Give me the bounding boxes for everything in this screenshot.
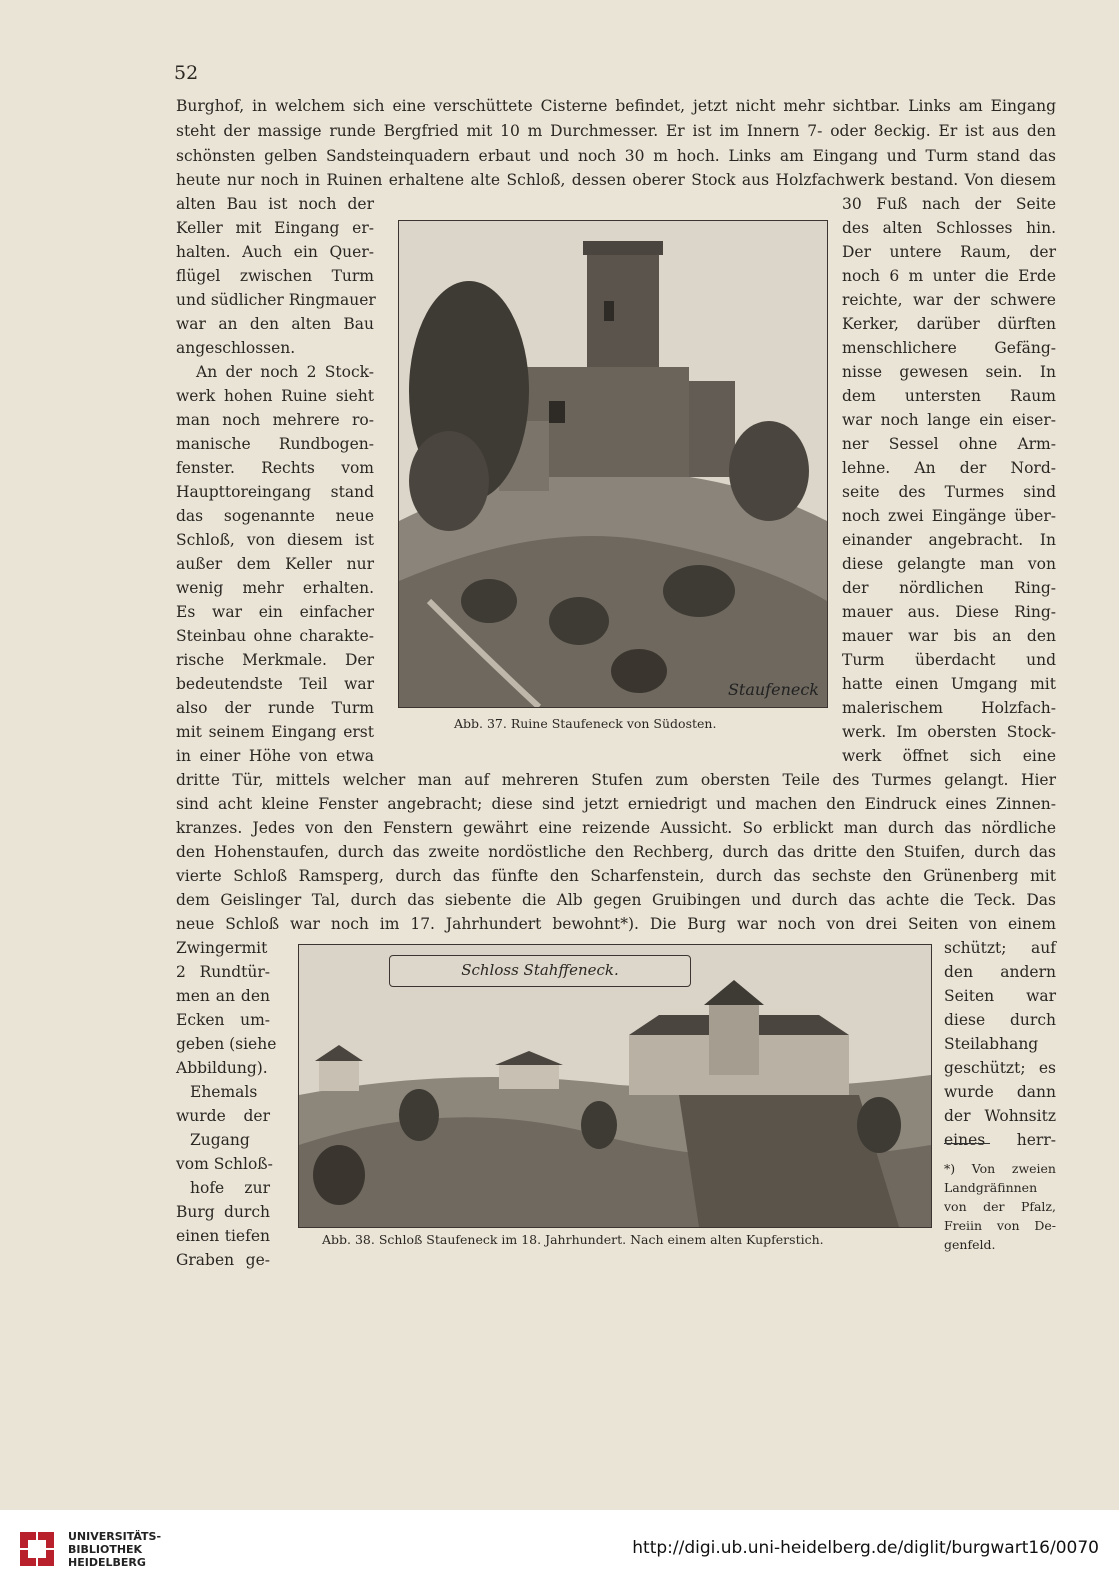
right-col-line: des alten Schlosses hin. xyxy=(842,219,1056,237)
left-col-line: also der runde Turm xyxy=(176,699,374,717)
left-col-line: mit seinem Eingang erst xyxy=(176,723,374,741)
right-col2-line: der Wohnsitz xyxy=(944,1107,1056,1125)
text-line: dem Geislinger Tal, durch das siebente die Alb gegen Gruibingen und durch das achte die Teck. Das xyxy=(176,891,1056,909)
right-col-line: mauer war bis an den xyxy=(842,627,1056,645)
right-col-line: diese gelangte man von xyxy=(842,555,1056,573)
left-col-line: fenster. Rechts vom xyxy=(176,459,374,477)
left-col-line: und südlicher Ringmauer xyxy=(176,291,376,309)
right-col-line: war noch lange ein eiser- xyxy=(842,411,1056,429)
left-col2-line: 2 Rundtür- xyxy=(176,963,270,981)
left-col-line: angeschlossen. xyxy=(176,339,296,357)
left-col-line: werk hohen Ruine sieht xyxy=(176,387,374,405)
left-col-line: wenig mehr erhalten. xyxy=(176,579,374,597)
left-col2-line: Ehemals xyxy=(190,1083,258,1101)
page-number: 52 xyxy=(174,62,199,84)
text-line: den Hohenstaufen, durch das zweite nordöstliche den Rechberg, durch das dritte den Stuifen, durch das xyxy=(176,843,1056,861)
engraving-signature: Staufeneck xyxy=(727,680,819,699)
right-col2-line: geschützt; es xyxy=(944,1059,1056,1077)
left-col-line: rische Merkmale. Der xyxy=(176,651,374,669)
left-col2-line: wurde der xyxy=(176,1107,270,1125)
left-col2-line: Zugang xyxy=(190,1131,250,1149)
left-col2-line: Ecken um- xyxy=(176,1011,270,1029)
figure-ruin-engraving xyxy=(398,220,828,708)
right-col-line: 30 Fuß nach der Seite xyxy=(842,195,1056,213)
left-col-line: man noch mehrere ro- xyxy=(176,411,374,429)
institution-line: UNIVERSITÄTS- xyxy=(68,1530,162,1543)
right-col-line: Der untere Raum, der xyxy=(842,243,1056,261)
footnote-line: genfeld. xyxy=(944,1237,996,1252)
left-col-line: Schloß, von diesem ist xyxy=(176,531,374,549)
right-col-line: ner Sessel ohne Arm- xyxy=(842,435,1056,453)
figure-38-caption: Abb. 38. Schloß Staufeneck im 18. Jahrhundert. Nach einem alten Kupferstich. xyxy=(322,1232,824,1247)
right-col-line: dem untersten Raum xyxy=(842,387,1056,405)
source-url-link[interactable]: http://digi.ub.uni-heidelberg.de/diglit/burgwart16/0070 xyxy=(632,1538,1099,1558)
right-col-line: werk öffnet sich eine xyxy=(842,747,1056,765)
ruin-illustration xyxy=(399,221,827,707)
institution-name xyxy=(68,1530,161,1569)
left-col2-line: Zwingermit xyxy=(176,939,268,957)
left-col2-line: Abbildung). xyxy=(176,1059,268,1077)
left-col-line: Haupttoreingang stand xyxy=(176,483,374,501)
institution-line: HEIDELBERG xyxy=(68,1556,146,1569)
right-col2-line: den andern xyxy=(944,963,1056,981)
right-col-line: der nördlichen Ring- xyxy=(842,579,1056,597)
left-col-line: alten Bau ist noch der xyxy=(176,195,374,213)
right-col2-line: Seiten war xyxy=(944,987,1056,1005)
left-col2-line: einen tiefen xyxy=(176,1227,270,1245)
left-col-line: Es war ein einfacher xyxy=(176,603,374,621)
text-line: Burghof, in welchem sich eine verschüttete Cisterne befindet, jetzt nicht mehr sichtbar. Links am Eingang xyxy=(176,97,1056,115)
right-col-line: noch 6 m unter die Erde xyxy=(842,267,1056,285)
engraving-banner: Schloss Stahffeneck. xyxy=(389,955,691,987)
text-line: dritte Tür, mittels welcher man auf mehreren Stufen zum obersten Teile des Turmes gelangt. Hier xyxy=(176,771,1056,789)
right-col-line: mauer aus. Diese Ring- xyxy=(842,603,1056,621)
footnote-line: Freiin von De- xyxy=(944,1218,1056,1233)
text-line: neue Schloß war noch im 17. Jahrhundert bewohnt*). Die Burg war noch von drei Seiten von einem xyxy=(176,915,1056,933)
right-col-line: werk. Im obersten Stock- xyxy=(842,723,1056,741)
figure-castle-engraving xyxy=(298,944,932,1228)
left-col2-line: Graben ge- xyxy=(176,1251,270,1269)
right-col-line: reichte, war der schwere xyxy=(842,291,1056,309)
university-logo-icon xyxy=(16,1528,58,1570)
right-col-line: nisse gewesen sein. In xyxy=(842,363,1056,381)
left-col-line: das sogenannte neue xyxy=(176,507,374,525)
left-col2-line: geben (siehe xyxy=(176,1035,277,1053)
left-col-line: halten. Auch ein Quer- xyxy=(176,243,374,261)
footnote-rule xyxy=(944,1143,990,1144)
footnote-line: von der Pfalz, xyxy=(944,1199,1056,1214)
institution-line: BIBLIOTHEK xyxy=(68,1543,143,1556)
right-col-line: einander angebracht. In xyxy=(842,531,1056,549)
right-col-line: noch zwei Eingänge über- xyxy=(842,507,1056,525)
left-col-line: bedeutendste Teil war xyxy=(176,675,374,693)
text-line: steht der massige runde Bergfried mit 10 m Durchmesser. Er ist im Innern 7- oder 8eckig. Er ist aus den xyxy=(176,122,1056,140)
right-col-line: Turm überdacht und xyxy=(842,651,1056,669)
right-col2-line: eines herr- xyxy=(944,1131,1056,1149)
left-col-line: in einer Höhe von etwa xyxy=(176,747,374,765)
right-col-line: malerischem Holzfach- xyxy=(842,699,1056,717)
right-col-line: lehne. An der Nord- xyxy=(842,459,1056,477)
left-col-line: manische Rundbogen- xyxy=(176,435,374,453)
footnote-line: *) Von zweien xyxy=(944,1161,1056,1176)
text-line: vierte Schloß Ramsperg, durch das fünfte den Scharfenstein, durch das sechste den Grünenberg mit xyxy=(176,867,1056,885)
right-col2-line: Steilabhang xyxy=(944,1035,1039,1053)
text-line: schönsten gelben Sandsteinquadern erbaut und noch 30 m hoch. Links am Eingang und Turm stand das xyxy=(176,147,1056,165)
left-col2-line: hofe zur xyxy=(190,1179,270,1197)
castle-illustration xyxy=(299,945,931,1227)
left-col2-line: Burg durch xyxy=(176,1203,270,1221)
left-col2-line: vom Schloß- xyxy=(176,1155,273,1173)
text-line: heute nur noch in Ruinen erhaltene alte Schloß, dessen oberer Stock aus Holzfachwerk bestand. Von diesem xyxy=(176,171,1056,189)
figure-37-caption: Abb. 37. Ruine Staufeneck von Südosten. xyxy=(454,716,717,731)
left-col-line: flügel zwischen Turm xyxy=(176,267,374,285)
right-col-line: menschlichere Gefäng- xyxy=(842,339,1056,357)
left-col2-line: men an den xyxy=(176,987,270,1005)
text-line: sind acht kleine Fenster angebracht; diese sind jetzt erniedrigt und machen den Eindruck eines Zinnen- xyxy=(176,795,1056,813)
right-col2-line: schützt; auf xyxy=(944,939,1056,957)
left-col-line: Keller mit Eingang er- xyxy=(176,219,374,237)
left-col-line: außer dem Keller nur xyxy=(176,555,374,573)
right-col-line: Kerker, darüber dürften xyxy=(842,315,1056,333)
right-col-line: hatte einen Umgang mit xyxy=(842,675,1056,693)
text-line: kranzes. Jedes von den Fenstern gewährt eine reizende Aussicht. So erblickt man durch das nördliche xyxy=(176,819,1056,837)
left-col-line: war an den alten Bau xyxy=(176,315,374,333)
left-col-line: An der noch 2 Stock- xyxy=(196,363,374,381)
right-col2-line: wurde dann xyxy=(944,1083,1056,1101)
right-col2-line: diese durch xyxy=(944,1011,1056,1029)
right-col-line: seite des Turmes sind xyxy=(842,483,1056,501)
left-col-line: Steinbau ohne charakte- xyxy=(176,627,374,645)
footnote-line: Landgräfinnen xyxy=(944,1180,1038,1195)
footer xyxy=(0,1510,1119,1588)
